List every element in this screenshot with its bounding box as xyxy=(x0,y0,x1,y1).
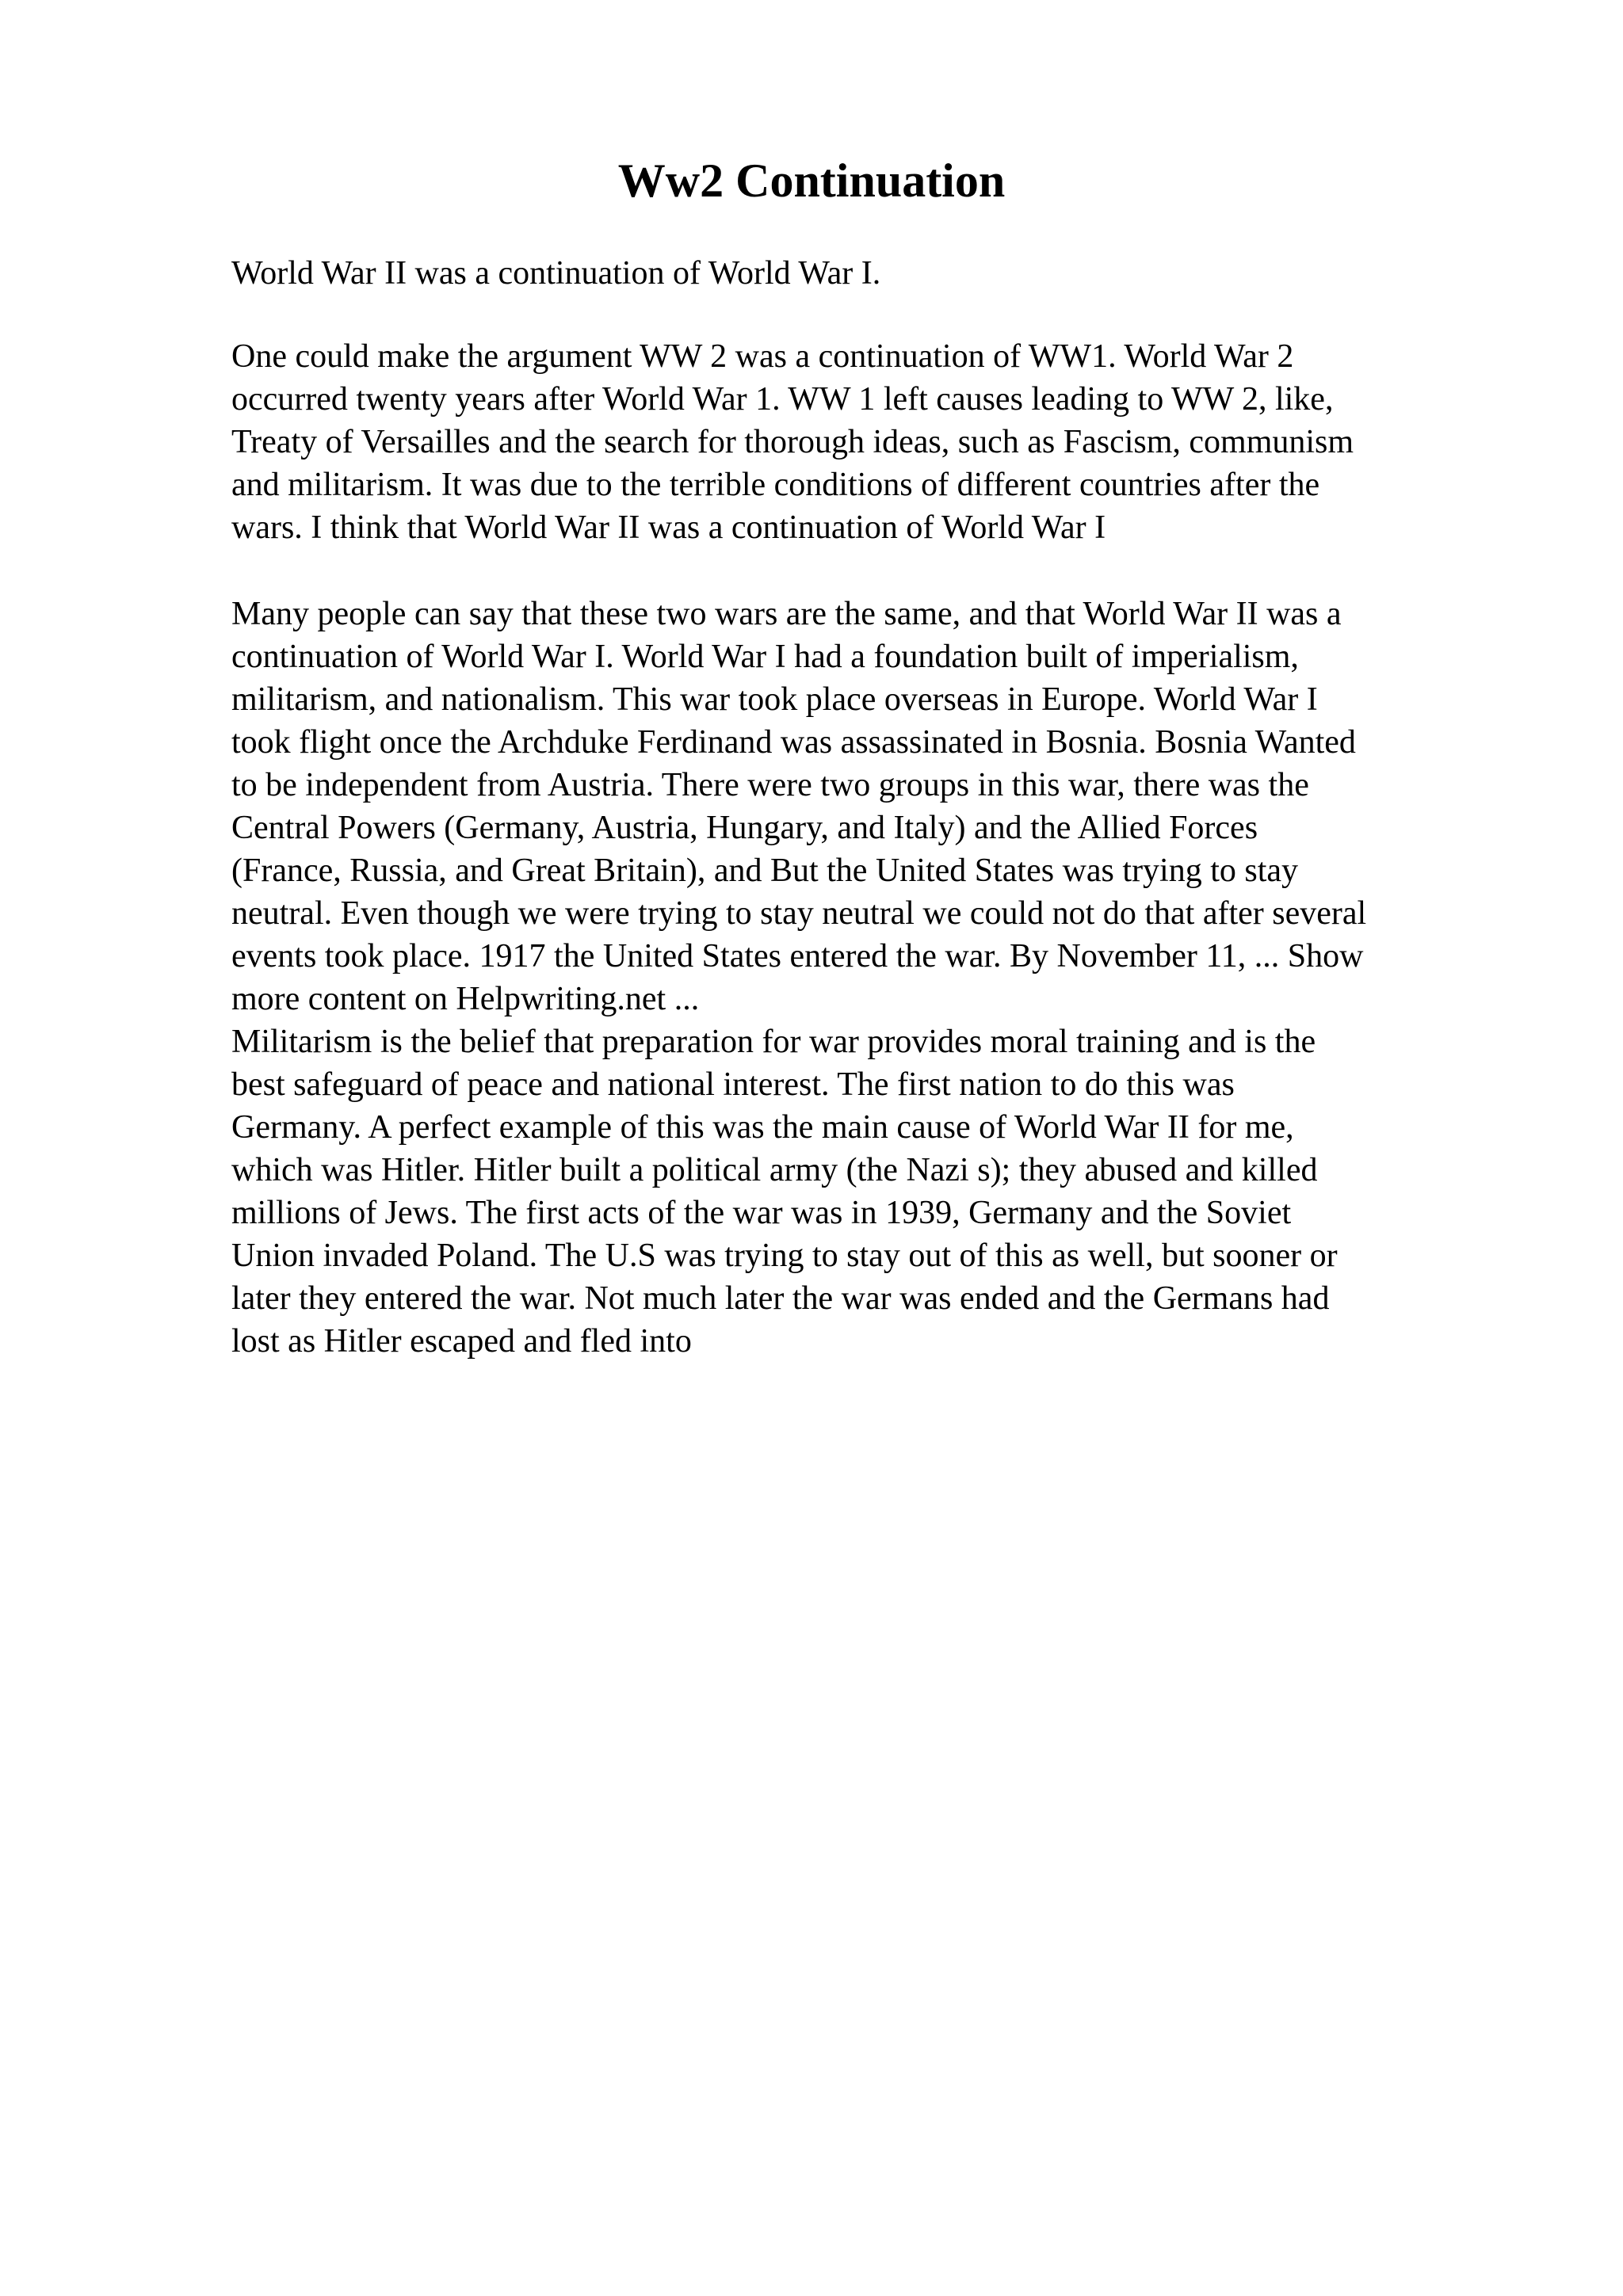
text-line: to be independent from Austria. There were two groups in this war, there was the xyxy=(231,767,1309,803)
text-line: best safeguard of peace and national interest. The first nation to do this was xyxy=(231,1066,1235,1103)
text-line: Central Powers (Germany, Austria, Hungary, and Italy) and the Allied Forces xyxy=(231,810,1258,846)
text-line: neutral. Even though we were trying to stay neutral we could not do that after several xyxy=(231,895,1367,932)
text-line: continuation of World War I. World War I had a foundation built of imperialism, xyxy=(231,639,1299,675)
text-line: took flight once the Archduke Ferdinand was assassinated in Bosnia. Bosnia Wanted xyxy=(231,724,1356,761)
text-line: Treaty of Versailles and the search for thorough ideas, such as Fascism, communism xyxy=(231,424,1354,460)
text-line: millions of Jews. The first acts of the war was in 1939, Germany and the Soviet xyxy=(231,1195,1292,1231)
text-line: Union invaded Poland. The U.S was trying to stay out of this as well, but sooner or xyxy=(231,1238,1338,1274)
text-line: Militarism is the belief that preparation for war provides moral training and is the xyxy=(231,1024,1316,1060)
text-line: more content on Helpwriting.net ... xyxy=(231,981,700,1017)
text-line: and militarism. It was due to the terrible conditions of different countries after the xyxy=(231,467,1320,503)
text-line: One could make the argument WW 2 was a continuation of WW1. World War 2 xyxy=(231,338,1294,375)
text-line: events took place. 1917 the United States entered the war. By November 11, ... Show xyxy=(231,938,1364,974)
text-line: (France, Russia, and Great Britain), and But the United States was trying to stay xyxy=(231,852,1299,889)
text-line: militarism, and nationalism. This war took place overseas in Europe. World War I xyxy=(231,681,1318,718)
page-title: Ww2 Continuation xyxy=(617,154,1006,207)
text-line: wars. I think that World War II was a continuation of World War I xyxy=(231,509,1106,546)
text-line: which was Hitler. Hitler built a political army (the Nazi s); they abused and killed xyxy=(231,1152,1318,1188)
text-line: lost as Hitler escaped and fled into xyxy=(231,1323,692,1360)
text-line: Many people can say that these two wars are the same, and that World War II was a xyxy=(231,596,1342,632)
text-line: later they entered the war. Not much later the war was ended and the Germans had xyxy=(231,1280,1330,1317)
text-line: World War II was a continuation of World War I. xyxy=(231,255,881,292)
text-line: Germany. A perfect example of this was the main cause of World War II for me, xyxy=(231,1109,1294,1146)
text-line: occurred twenty years after World War 1. WW 1 left causes leading to WW 2, like, xyxy=(231,381,1334,418)
